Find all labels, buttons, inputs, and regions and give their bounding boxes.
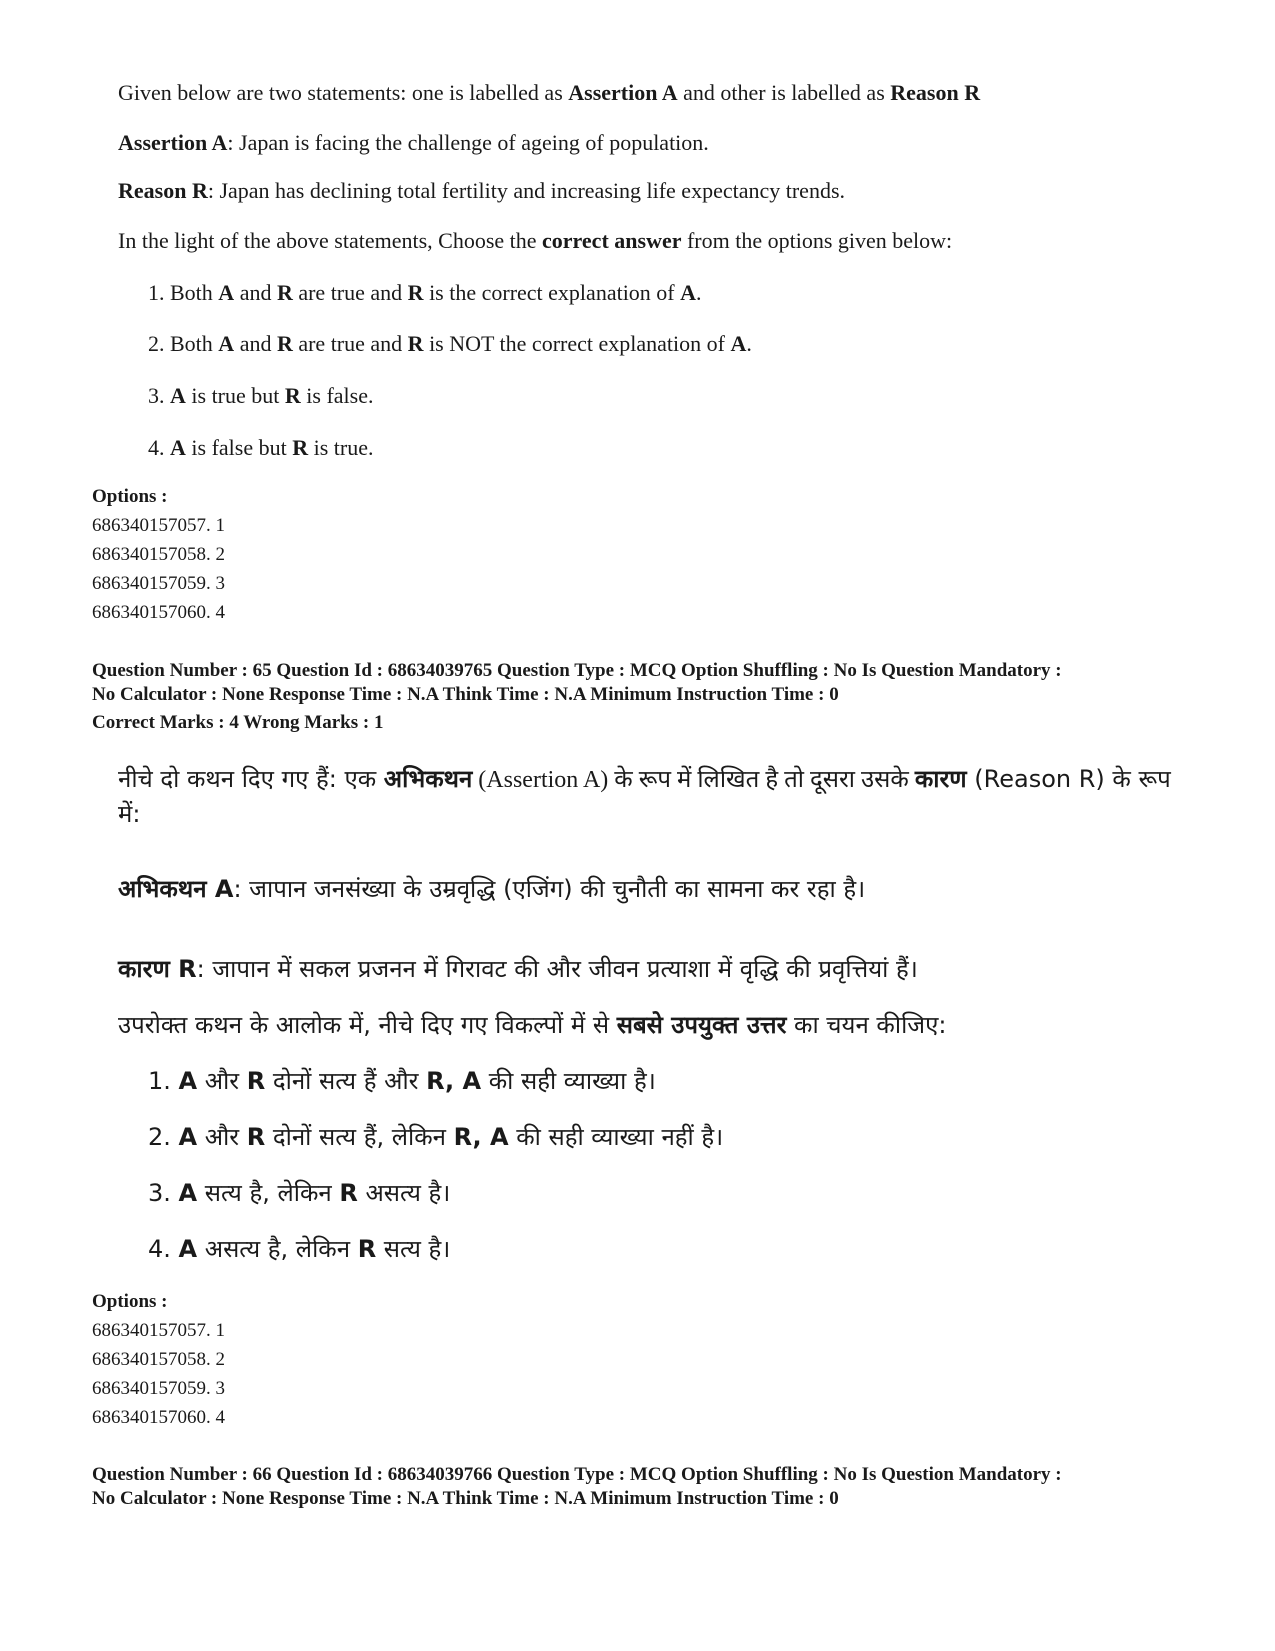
choice-text: असत्य है, लेकिन — [197, 1235, 358, 1263]
options-label: Options : — [92, 1291, 168, 1312]
question-meta-line: No Calculator : None Response Time : N.A Think Time : N.A Minimum Instruction Time : 0 — [92, 1488, 839, 1509]
choice-bold: R — [284, 383, 301, 408]
choice-bold: A — [178, 1123, 198, 1151]
hindi-assertion — [118, 872, 865, 906]
english-choice-3 — [148, 381, 373, 411]
choice-bold: A — [178, 1067, 198, 1095]
choice-number: 2. — [148, 1123, 179, 1151]
choice-text: असत्य है। — [357, 1179, 451, 1207]
english-choice-4 — [148, 433, 374, 463]
choice-text: . — [696, 280, 702, 305]
assertion-text: : जापान जनसंख्या के उम्रवृद्धि (एजिंग) की चुनौती का सामना कर रहा है। — [233, 875, 866, 903]
assertion-text: : Japan is facing the challenge of ageing of population. — [227, 130, 709, 155]
choice-bold: R — [276, 331, 293, 356]
choice-text: और — [197, 1067, 247, 1095]
choice-bold: R — [339, 1179, 358, 1207]
hindi-intro — [118, 762, 1178, 831]
hindi-choice-1 — [148, 1064, 656, 1098]
choice-bold: A — [170, 435, 186, 460]
choice-bold: A — [680, 280, 697, 305]
choice-text: सत्य है, लेकिन — [197, 1179, 340, 1207]
choice-text: is false. — [300, 383, 374, 408]
choice-number: 3. — [148, 383, 170, 408]
choice-bold: R — [407, 280, 424, 305]
option-item: 686340157058. 2 — [92, 1349, 225, 1370]
choice-text: are true and — [292, 331, 408, 356]
choice-text: Both — [170, 280, 219, 305]
reason-term: Reason R — [890, 80, 981, 105]
instruction-bold: correct answer — [542, 228, 682, 253]
question-meta-line: No Calculator : None Response Time : N.A Think Time : N.A Minimum Instruction Time : 0 — [92, 684, 839, 705]
choice-text: is true but — [185, 383, 285, 408]
reason-text: : Japan has declining total fertility and increasing life expectancy trends. — [207, 178, 846, 203]
options-label: Options : — [92, 486, 168, 507]
choice-bold: A — [218, 280, 235, 305]
option-item: 686340157060. 4 — [92, 602, 225, 623]
reason-term: कारण — [914, 765, 967, 793]
choice-text: Both — [170, 331, 219, 356]
choice-text: and — [234, 280, 277, 305]
hindi-reason — [118, 952, 918, 986]
reason-label: Reason R — [118, 178, 208, 203]
english-question — [118, 78, 1178, 478]
instruction-bold: सबसे उपयुक्त उत्तर — [616, 1011, 787, 1039]
instruction-text: उपरोक्त कथन के आलोक में, नीचे दिए गए विकल्पों में से — [118, 1011, 617, 1039]
choice-bold: R, A — [453, 1123, 509, 1151]
choice-number: 1. — [148, 1067, 179, 1095]
choice-text: and — [234, 331, 277, 356]
english-intro — [118, 78, 980, 108]
choice-number: 2. — [148, 331, 170, 356]
reason-text: : जापान में सकल प्रजनन में गिरावट की और जीवन प्रत्याशा में वृद्धि की प्रवृत्तियां हैं। — [196, 955, 918, 983]
choice-number: 4. — [148, 1235, 179, 1263]
assertion-label: अभिकथन A — [118, 875, 234, 903]
choice-text: दोनों सत्य हैं, लेकिन — [265, 1123, 454, 1151]
question-meta — [92, 1463, 1242, 1511]
choice-bold: R, A — [426, 1067, 482, 1095]
choice-bold: A — [178, 1179, 198, 1207]
option-item: 686340157059. 3 — [92, 573, 225, 594]
intro-text: and other is labelled as — [677, 80, 891, 105]
hindi-instruction — [118, 1008, 946, 1042]
choice-text: is the correct explanation of — [423, 280, 681, 305]
english-reason — [118, 176, 845, 206]
question-meta — [92, 659, 1242, 735]
choice-bold: A — [170, 383, 186, 408]
choice-text: की सही व्याख्या है। — [481, 1067, 656, 1095]
option-item: 686340157059. 3 — [92, 1378, 225, 1399]
choice-text: सत्य है। — [376, 1235, 451, 1263]
english-choice-2 — [148, 329, 752, 359]
choice-text: दोनों सत्य हैं और — [265, 1067, 427, 1095]
reason-label: कारण R — [118, 955, 197, 983]
choice-text: are true and — [292, 280, 408, 305]
choice-text: is true. — [308, 435, 374, 460]
hindi-choice-4 — [148, 1232, 450, 1266]
choice-bold: R — [357, 1235, 377, 1263]
choice-text: is NOT the correct explanation of — [423, 331, 731, 356]
marks-line: Correct Marks : 4 Wrong Marks : 1 — [92, 712, 384, 733]
hindi-choice-2 — [148, 1120, 723, 1154]
choice-text: और — [197, 1123, 247, 1151]
choice-text: is false but — [185, 435, 293, 460]
choice-bold: R — [292, 435, 309, 460]
intro-text: Given below are two statements: one is labelled as — [118, 80, 569, 105]
english-instruction — [118, 226, 952, 256]
assertion-term: अभिकथन — [383, 765, 473, 793]
assertion-term: Assertion A — [568, 80, 678, 105]
instruction-text: का चयन कीजिए: — [786, 1011, 947, 1039]
choice-text: . — [746, 331, 752, 356]
options-list — [92, 1287, 225, 1432]
intro-text: नीचे दो कथन दिए गए हैं: एक — [118, 765, 384, 793]
choice-text: की सही व्याख्या नहीं है। — [508, 1123, 724, 1151]
option-item: 686340157058. 2 — [92, 544, 225, 565]
choice-bold: R — [246, 1067, 266, 1095]
choice-bold: R — [246, 1123, 266, 1151]
choice-number: 3. — [148, 1179, 179, 1207]
choice-bold: R — [407, 331, 424, 356]
choice-bold: A — [730, 331, 747, 356]
choice-bold: R — [276, 280, 293, 305]
choice-bold: A — [178, 1235, 198, 1263]
option-item: 686340157057. 1 — [92, 1320, 225, 1341]
instruction-text: from the options given below: — [681, 228, 953, 253]
english-assertion — [118, 128, 709, 158]
choice-number: 1. — [148, 280, 170, 305]
question-meta-line: Question Number : 66 Question Id : 68634039766 Question Type : MCQ Option Shuffling : No Is Question Mandatory : — [92, 1464, 1062, 1485]
option-item: 686340157057. 1 — [92, 515, 225, 536]
question-meta-line: Question Number : 65 Question Id : 68634039765 Question Type : MCQ Option Shuffling : No Is Question Mandatory : — [92, 660, 1062, 681]
hindi-question — [118, 762, 1178, 1272]
english-choice-1 — [148, 278, 702, 308]
intro-text: (Assertion A) के रूप में लिखित है तो दूसरा उसके — [472, 767, 915, 793]
intro-text: (Reason R) के रूप में: — [118, 765, 1171, 828]
hindi-choice-3 — [148, 1176, 450, 1210]
choice-bold: A — [218, 331, 235, 356]
instruction-text: In the light of the above statements, Choose the — [118, 228, 543, 253]
assertion-label: Assertion A — [118, 130, 228, 155]
options-list — [92, 482, 225, 627]
choice-number: 4. — [148, 435, 170, 460]
option-item: 686340157060. 4 — [92, 1407, 225, 1428]
